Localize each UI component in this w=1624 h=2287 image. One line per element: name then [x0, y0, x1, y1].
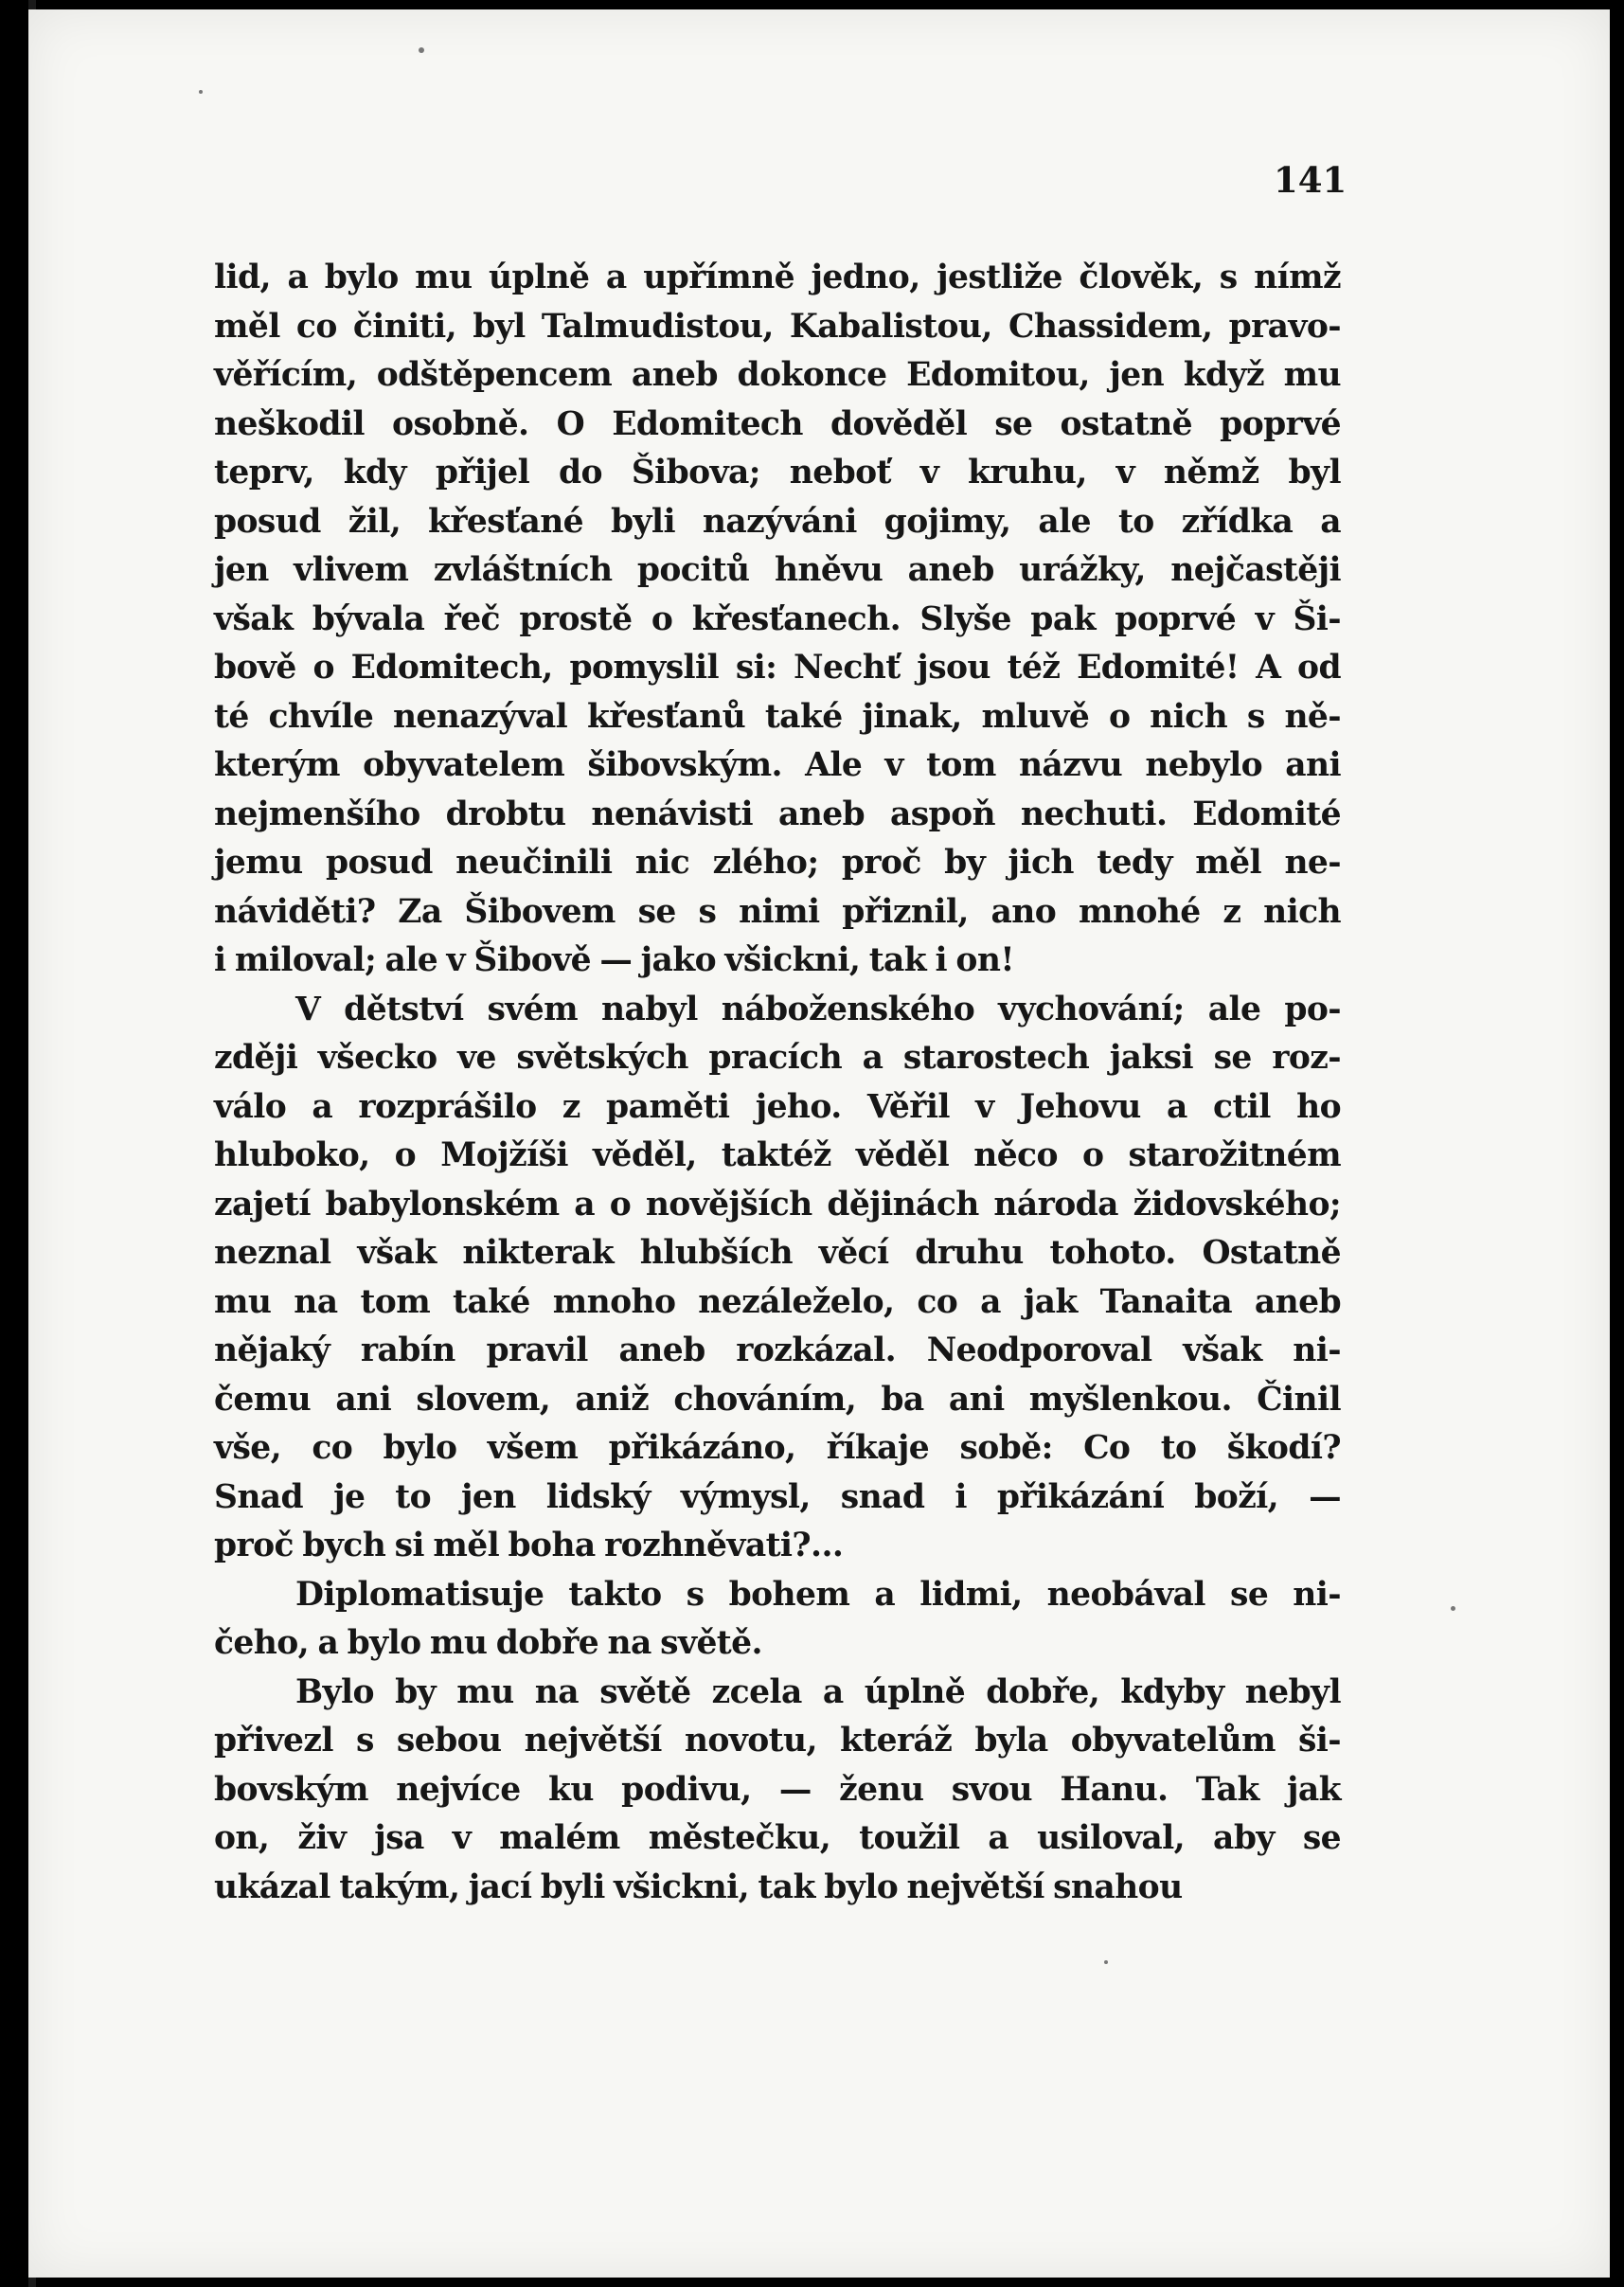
text-line: neškodil osobně. O Edomitech dověděl se ostatně poprvé — [214, 404, 1341, 443]
text-line: on, živ jsa v malém městečku, toužil a usiloval, aby se — [214, 1819, 1341, 1857]
text-line: čeho, a bylo mu dobře na světě. — [214, 1624, 762, 1662]
text-line: Bylo by mu na světě zcela a úplně dobře, kdyby nebyl — [295, 1672, 1341, 1711]
text-line: nejmenšího drobtu nenávisti aneb aspoň nechuti. Edomité — [214, 795, 1341, 833]
paragraph — [214, 254, 1341, 986]
dust-speck — [419, 47, 424, 53]
text-line: zději všecko ve světských pracích a starostech jaksi se roz- — [214, 1039, 1341, 1077]
text-line: teprv, kdy přijel do Šibova; neboť v kruhu, v němž byl — [214, 454, 1341, 491]
paragraph — [214, 1571, 1341, 1669]
text-line: V dětství svém nabyl náboženského vychování; ale po- — [295, 990, 1341, 1028]
text-line: náviděti? Za Šibovem se s nimi přiznil, ano mnohé z nich — [214, 892, 1341, 931]
text-line: bovským nejvíce ku podivu, — ženu svou Hanu. Tak jak — [214, 1770, 1341, 1809]
text-line: lid, a bylo mu úplně a upřímně jedno, jestliže člověk, s nímž — [214, 259, 1341, 296]
text-line: čemu ani slovem, aniž chováním, ba ani myšlenkou. Činil — [214, 1380, 1341, 1419]
text-line: zajetí babylonském a o novějších dějinách národa židovského; — [214, 1185, 1341, 1224]
text-line: i miloval; ale v Šibově — jako všickni, tak i on! — [214, 941, 1014, 979]
text-line: jen vlivem zvláštních pocitů hněvu aneb urážky, nejčastěji — [214, 551, 1341, 589]
paragraph — [214, 986, 1341, 1571]
text-line: jemu posud neučinili nic zlého; proč by jich tedy měl ne- — [214, 844, 1341, 882]
dust-speck — [1451, 1606, 1455, 1611]
text-line: hluboko, o Mojžíši věděl, taktéž věděl něco o starožitném — [214, 1136, 1341, 1174]
text-line: nějaký rabín pravil aneb rozkázal. Neodporoval však ni- — [214, 1331, 1341, 1369]
text-line: však bývala řeč prostě o křesťanech. Slyše pak poprvé v Ši- — [214, 599, 1341, 638]
paragraph — [214, 1669, 1341, 1913]
text-line: proč bych si měl boha rozhněvati?... — [214, 1527, 844, 1564]
text-line: mu na tom také mnoho nezáleželo, co a jak Tanaita aneb — [214, 1282, 1341, 1321]
text-line: té chvíle nenazýval křesťanů také jinak, mluvě o nich s ně- — [214, 697, 1341, 736]
text-line: bově o Edomitech, pomyslil si: Nechť jsou též Edomité! A od — [214, 649, 1341, 687]
text-line: válo a rozprášilo z paměti jeho. Věřil v Jehovu a ctil ho — [214, 1087, 1341, 1126]
text-line: posud žil, křesťané byli nazýváni gojimy, ale to zřídka a — [214, 502, 1341, 541]
text-line: Snad je to jen lidský výmysl, snad i přikázání boží, — — [214, 1477, 1341, 1516]
text-line: přivezl s sebou největší novotu, kteráž byla obyvatelům ši- — [214, 1722, 1341, 1760]
page-number: 141 — [1274, 159, 1347, 201]
text-line: kterým obyvatelem šibovským. Ale v tom názvu nebylo ani — [214, 746, 1341, 784]
body-text — [214, 254, 1341, 1912]
text-line: Diplomatisuje takto s bohem a lidmi, neobával se ni- — [295, 1575, 1341, 1614]
text-line: neznal však nikterak hlubších věcí druhu tohoto. Ostatně — [214, 1234, 1341, 1272]
text-line: měl co činiti, byl Talmudistou, Kabalistou, Chassidem, pravo- — [214, 307, 1341, 346]
dust-speck — [1104, 1960, 1108, 1964]
text-line: vše, co bylo všem přikázáno, říkaje sobě: Co to škodí? — [214, 1429, 1341, 1467]
dust-speck — [199, 90, 203, 94]
text-line: ukázal takým, jací byli všickni, tak bylo největší snahou — [214, 1867, 1183, 1906]
text-line: věřícím, odštěpencem aneb dokonce Edomitou, jen když mu — [214, 356, 1341, 394]
